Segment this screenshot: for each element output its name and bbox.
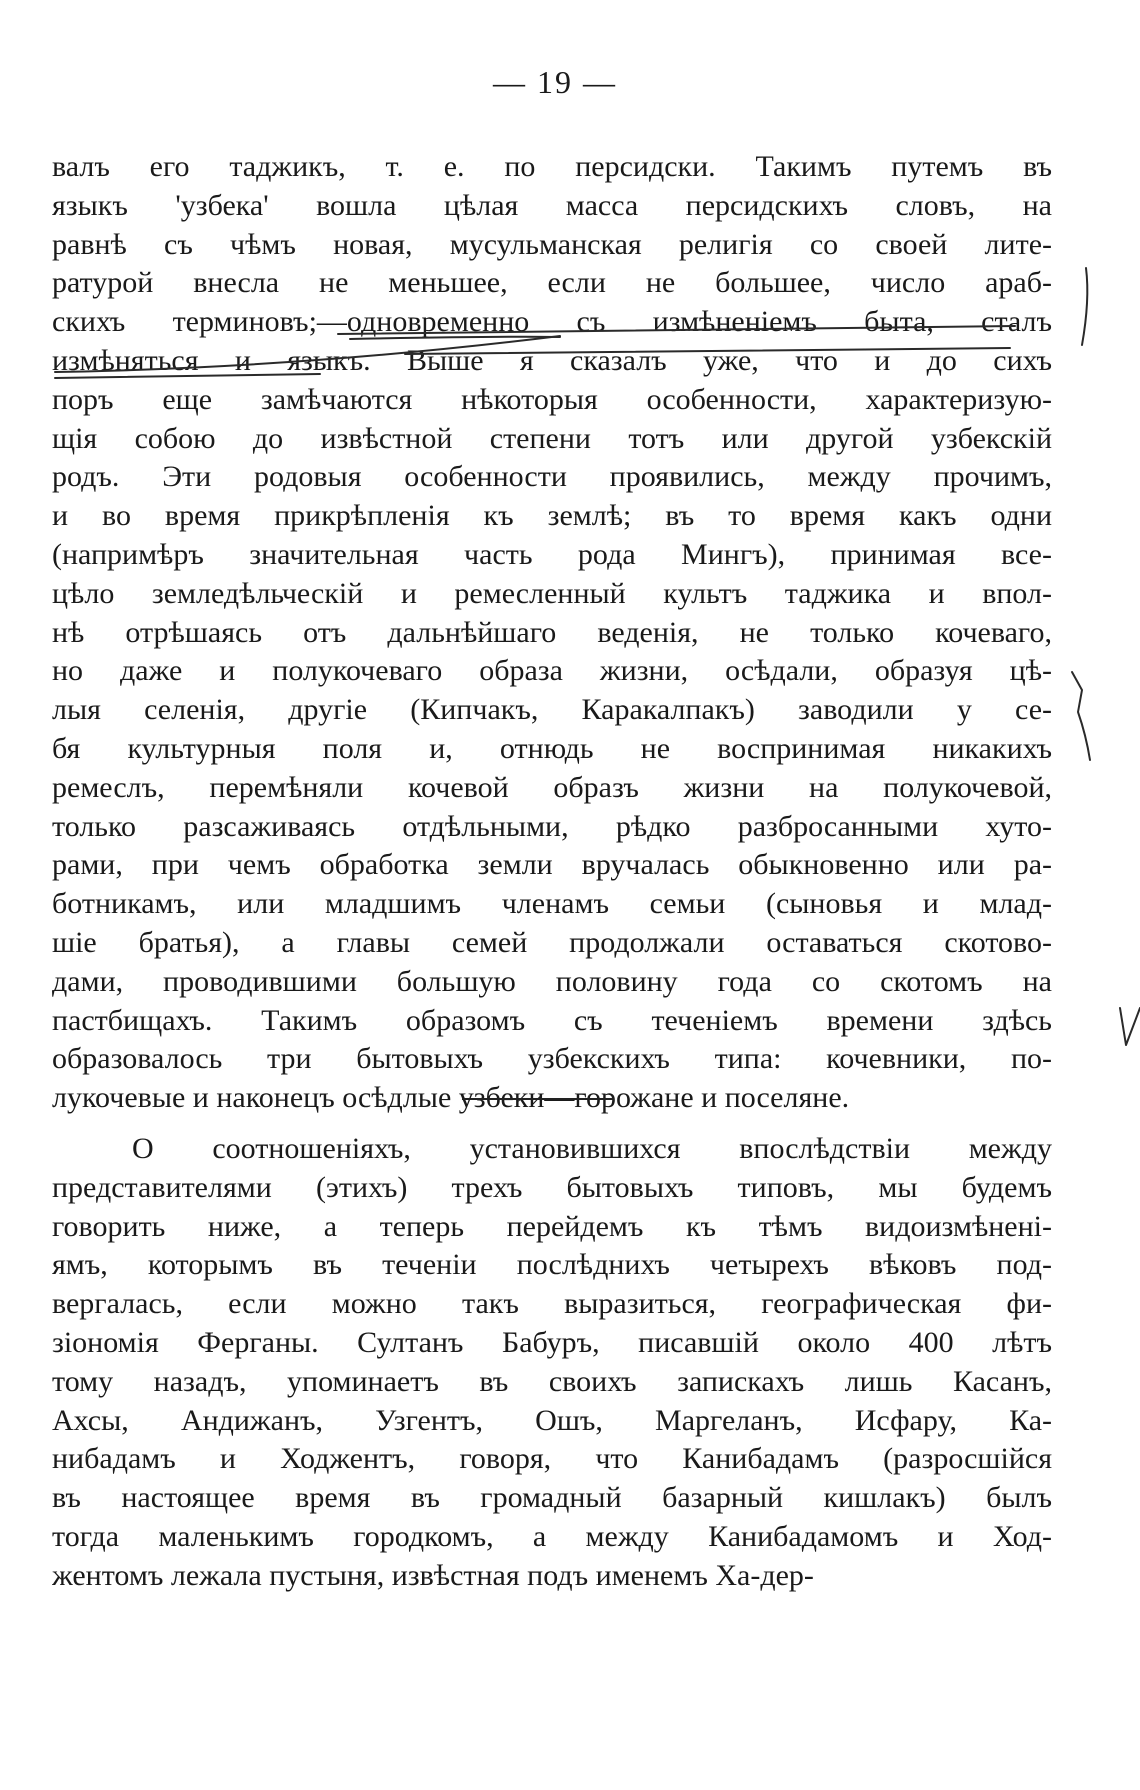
- text-line: зіономія Ферганы. Султанъ Бабуръ, писавшій около 400 лѣтъ: [52, 1325, 1052, 1359]
- text-line: говорить ниже, а теперь перейдемъ къ тѣмъ видоизмѣненi-: [52, 1209, 1052, 1243]
- text-line: ратурой внесла не меньшее, если не большее, число араб-: [52, 266, 1052, 300]
- text-line: лыя селенія, другіе (Кипчакъ, Каракалпакъ) заводили у се-: [52, 693, 1052, 727]
- text-line: цѣло земледѣльческій и ремесленный культъ таджика и впол-: [52, 576, 1052, 610]
- text-line: валъ его таджикъ, т. е. по персидски. Такимъ путемъ въ: [52, 150, 1052, 183]
- text-line: тогда маленькимъ городкомъ, а между Канибадамомъ и Ход-: [52, 1519, 1052, 1553]
- text-line: представителями (этихъ) трехъ бытовыхъ типовъ, мы будемъ: [52, 1170, 1052, 1204]
- text-line: рами, при чемъ обработка земли вручалась обыкновенно или ра-: [52, 848, 1052, 882]
- text-line: Ахсы, Андижанъ, Узгентъ, Ошъ, Маргеланъ, Исфару, Ка-: [52, 1403, 1052, 1437]
- section-separator: [462, 1098, 614, 1100]
- text-line: и во время прикрѣпленія къ землѣ; въ то время какъ одни: [52, 499, 1052, 533]
- text-line: ямъ, которымъ въ теченіи послѣднихъ четырехъ вѣковъ под-: [52, 1248, 1052, 1282]
- text-line: только разсаживаясь отдѣльными, рѣдко разбросанными хуто-: [52, 809, 1052, 843]
- margin-stroke-mark: [1072, 672, 1090, 760]
- paragraph-1: [52, 148, 1052, 1118]
- text-line: ремеслъ, перемѣняли кочевой образъ жизни на полукочевой,: [52, 770, 1052, 804]
- text-line: нибадамъ и Ходжентъ, говоря, что Канибадамъ (разросшійся: [52, 1442, 1052, 1476]
- text-line: поръ еще замѣчаются нѣкоторыя особенности, характеризую-: [52, 382, 1052, 416]
- text-line: но даже и полукочеваго образа жизни, осѣдали, образуя цѣ-: [52, 654, 1052, 688]
- text-line: шіе братья), а главы семей продолжали оставаться скотово-: [52, 925, 1052, 959]
- margin-stroke-mark: [1120, 1008, 1140, 1045]
- text-line: ботникамъ, или младшимъ членамъ семьи (сыновья и млад-: [52, 887, 1052, 921]
- text-line: образовалось три бытовыхъ узбекскихъ типа: кочевники, по-: [52, 1042, 1052, 1076]
- text-line: (напримѣръ значительная часть рода Мингъ), принимая все-: [52, 537, 1052, 571]
- text-line: измѣняться и языкъ. Выше я сказалъ уже, что и до сихъ: [52, 343, 1052, 377]
- paragraph-2: [52, 1130, 1052, 1596]
- margin-stroke-mark: [1082, 268, 1087, 345]
- page-number: — 19 —: [493, 64, 617, 100]
- text-line: въ настоящее время въ громадный базарный кишлакъ) былъ: [52, 1481, 1052, 1515]
- text-line: О соотношеніяхъ, установившихся впослѣдствіи между: [132, 1132, 1052, 1165]
- text-line: нѣ отрѣшаясь отъ дальнѣйшаго веденія, не только кочеваго,: [52, 615, 1052, 649]
- text-line: щія собою до извѣстной степени тотъ или другой узбекскій: [52, 421, 1052, 455]
- text-line: родъ. Эти родовыя особенности проявились, между прочимъ,: [52, 460, 1052, 494]
- text-line: языкъ 'узбека' вошла цѣлая масса персидскихъ словъ, на: [52, 188, 1052, 222]
- text-line: пастбищахъ. Такимъ образомъ съ теченіемъ времени здѣсь: [52, 1003, 1052, 1037]
- text-line: жентомъ лежала пустыня, извѣстная подъ именемъ Ха-дер-: [52, 1558, 814, 1592]
- text-line: скихъ терминовъ;—одновременно съ измѣненіемъ быта, сталъ: [52, 305, 1052, 339]
- text-line: равнѣ съ чѣмъ новая, мусульманская религія со своей лите-: [52, 227, 1052, 261]
- text-line: тому назадъ, упоминаетъ въ своихъ запискахъ лишь Касанъ,: [52, 1364, 1052, 1398]
- text-line: дами, проводившими большую половину года со скотомъ на: [52, 964, 1052, 998]
- text-line: вергалась, если можно такъ выразиться, географическая фи-: [52, 1287, 1052, 1321]
- text-line: бя культурныя поля и, отнюдь не воспринимая никакихъ: [52, 731, 1052, 765]
- text-line: лукочевые и наконецъ осѣдлые узбеки—горожане и поселяне.: [52, 1081, 850, 1115]
